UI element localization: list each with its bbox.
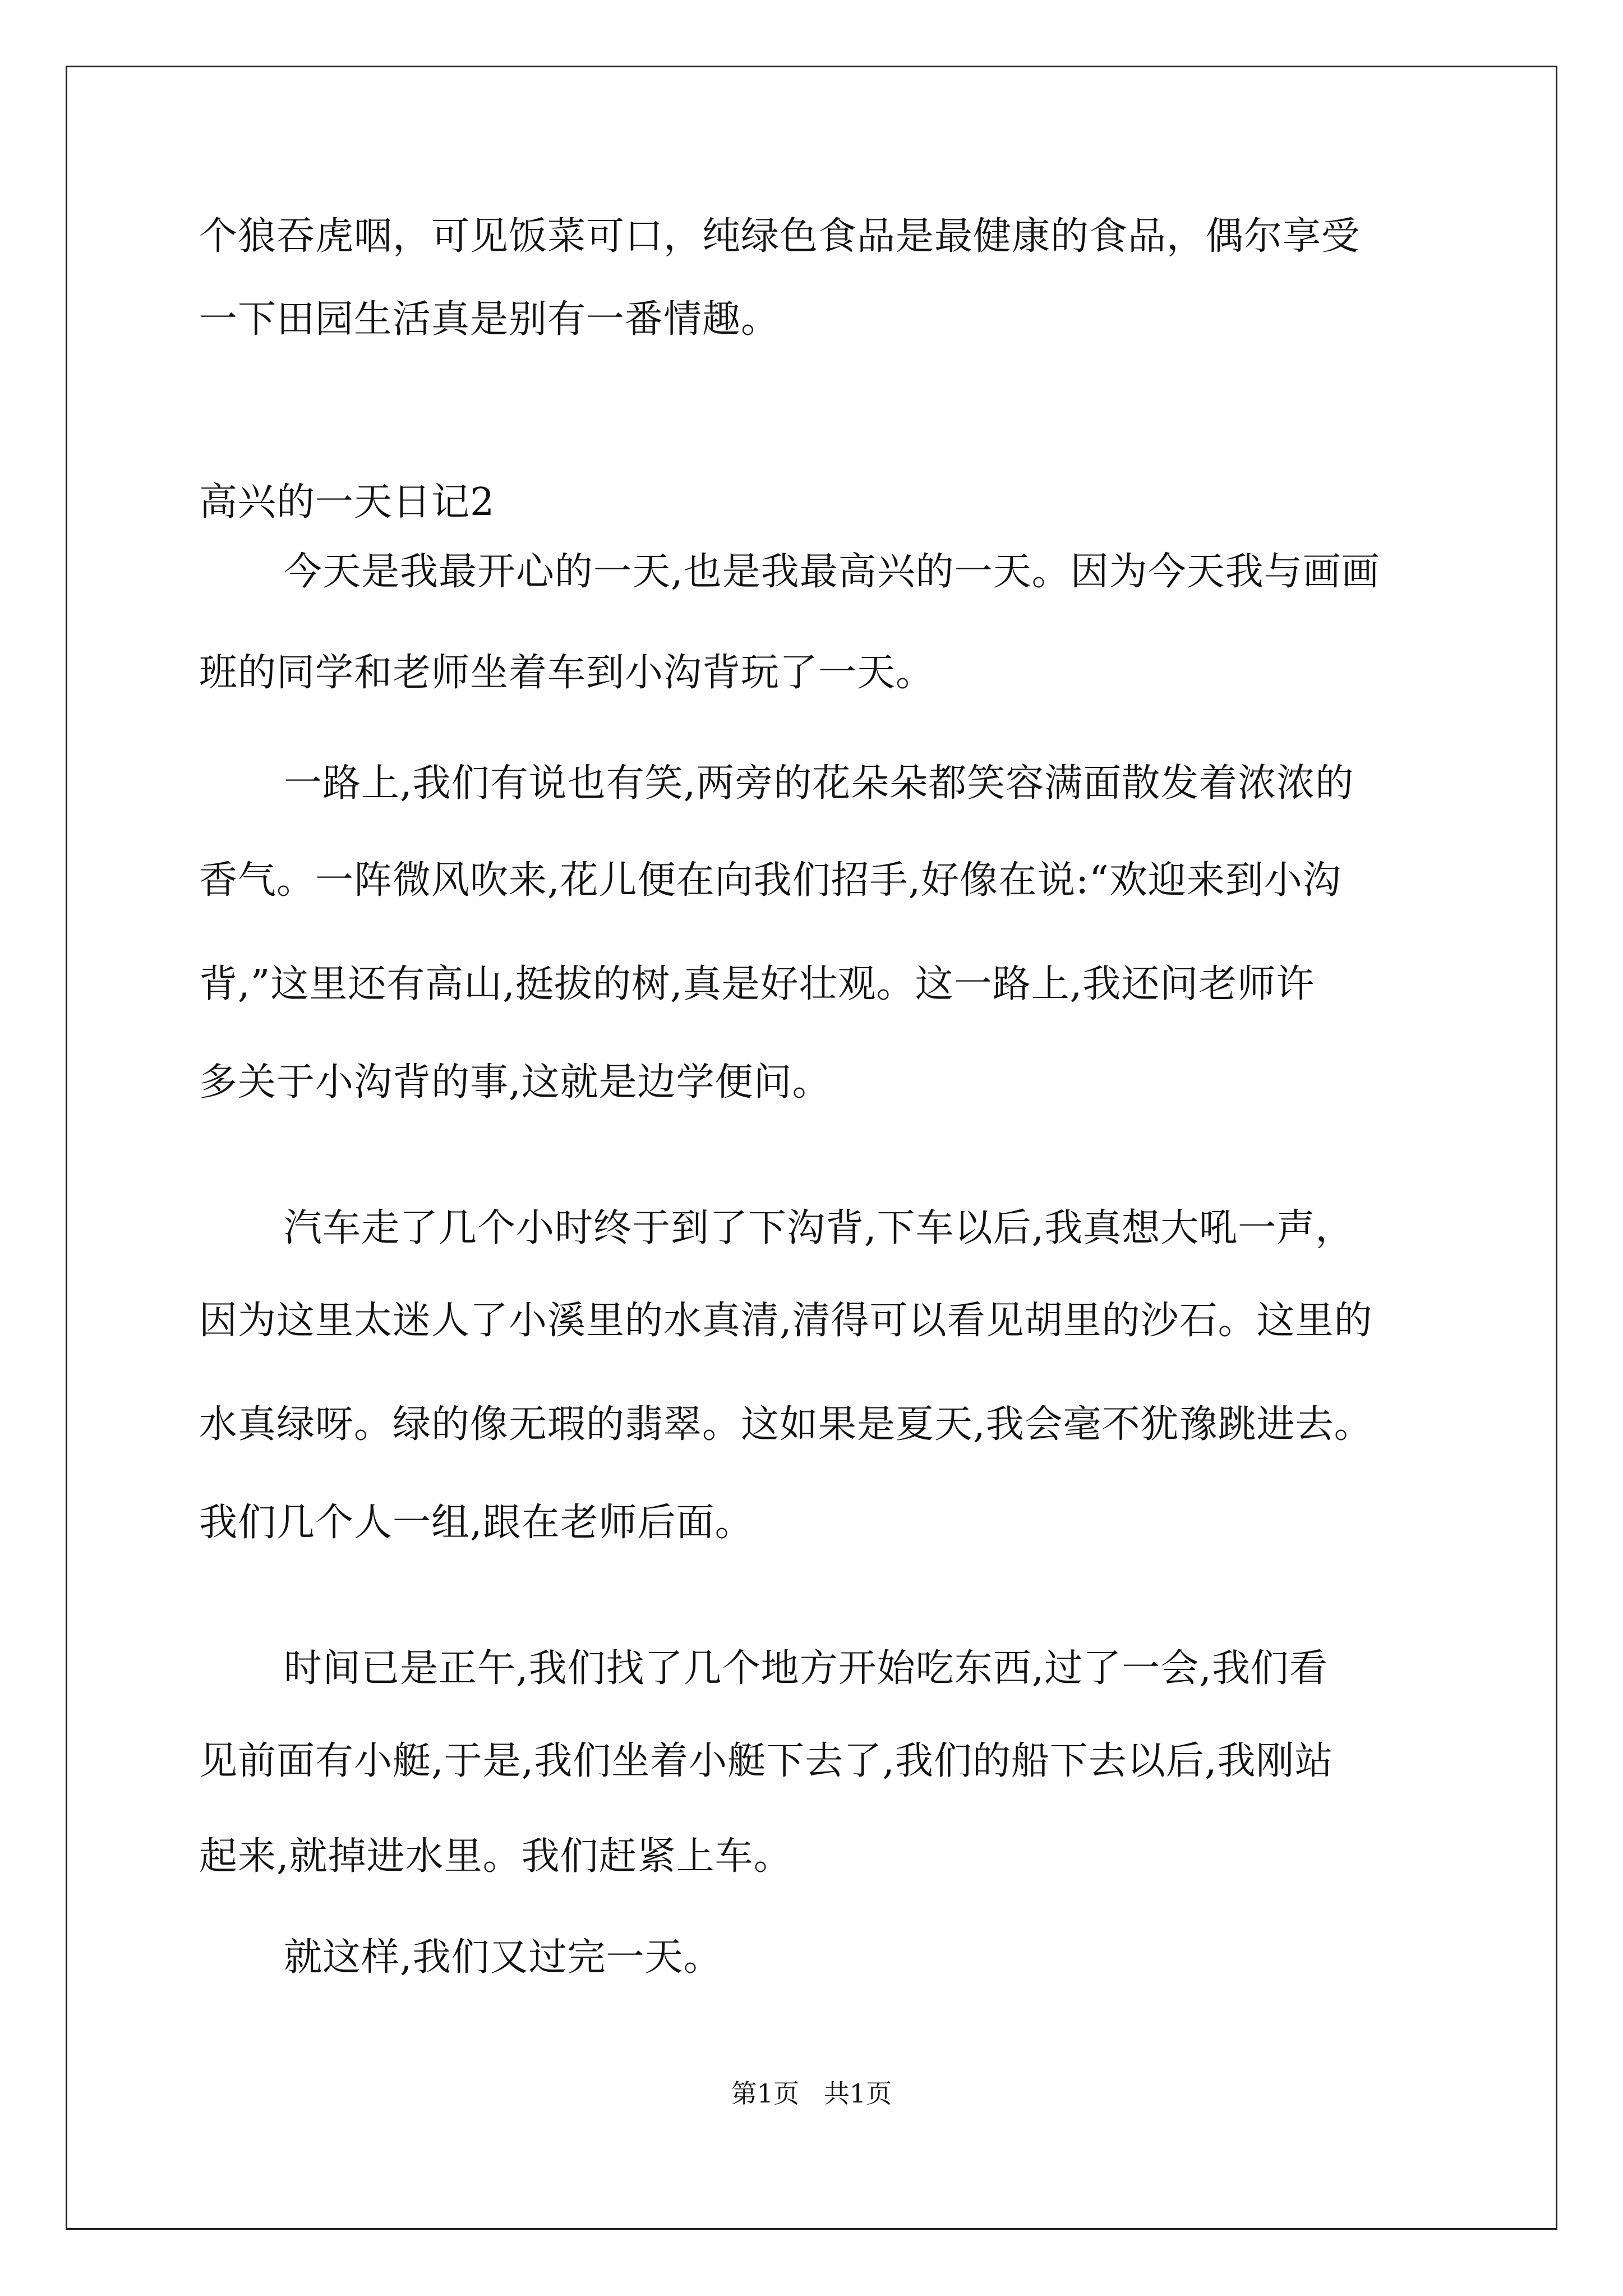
text-line: 背,”这里还有高山,挺拔的树,真是好壮观。这一路上,我还问老师许 (199, 962, 1315, 1006)
page-number-footer: 第1页 共1页 (731, 2078, 892, 2109)
text-line: 时间已是正午,我们找了几个地方开始吃东西,过了一会,我们看 (284, 1646, 1328, 1691)
text-line: 一下田园生活真是别有一番情趣。 (199, 297, 780, 342)
text-line: 个狼吞虎咽，可见饭菜可口，纯绿色食品是最健康的食品，偶尔享受 (199, 214, 1361, 259)
page-frame (66, 66, 1557, 2230)
text-line: 今天是我最开心的一天,也是我最高兴的一天。因为今天我与画画 (284, 550, 1380, 594)
text-line: 多关于小沟背的事,这就是边学便问。 (199, 1060, 831, 1105)
text-line: 班的同学和老师坐着车到小沟背玩了一天。 (199, 651, 935, 695)
text-line: 起来,就掉进水里。我们赶紧上车。 (199, 1834, 792, 1879)
text-line: 水真绿呀。绿的像无瑕的翡翠。这如果是夏天,我会毫不犹豫跳进去。 (199, 1402, 1373, 1447)
section-heading: 高兴的一天日记2 (199, 480, 495, 524)
text-line: 香气。一阵微风吹来,花儿便在向我们招手,好像在说:“欢迎来到小沟 (199, 858, 1341, 903)
text-line: 因为这里太迷人了小溪里的水真清,清得可以看见胡里的沙石。这里的 (199, 1299, 1373, 1343)
text-line: 就这样,我们又过完一天。 (284, 1935, 722, 1980)
text-line: 一路上,我们有说也有笑,两旁的花朵朵都笑容满面散发着浓浓的 (284, 761, 1354, 806)
text-line: 汽车走了几个小时终于到了下沟背,下车以后,我真想大吼一声， (284, 1206, 1354, 1250)
text-line: 见前面有小艇,于是,我们坐着小艇下去了,我们的船下去以后,我刚站 (199, 1739, 1334, 1783)
text-line: 我们几个人一组,跟在老师后面。 (199, 1501, 754, 1545)
